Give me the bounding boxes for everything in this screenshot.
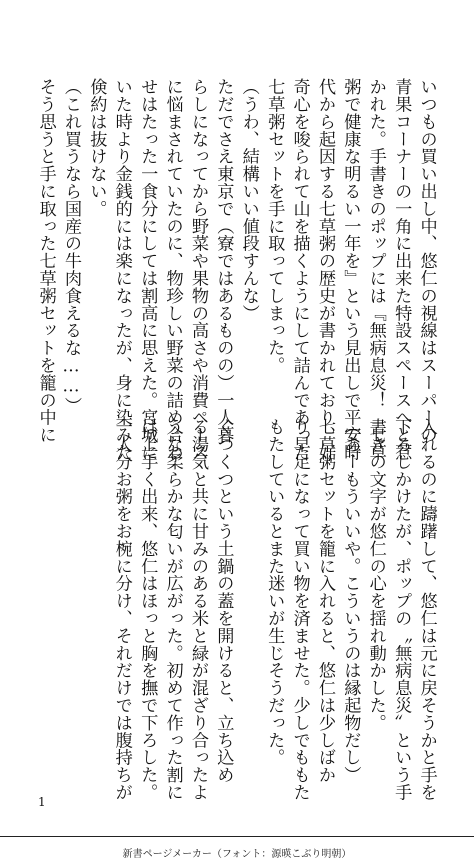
text-column: 七草粥セットを籠に入れると、悠仁は少しばか bbox=[314, 418, 335, 784]
text-column: 倹約は抜けない。 bbox=[86, 78, 107, 218]
text-column: り早足になって買い物を済ませた。少しでももた bbox=[289, 418, 310, 801]
text-column: 代から起因する七草粥の歴史が書かれており、好 bbox=[314, 78, 335, 461]
text-column: 一人分お粥をお椀に分け、それだけでは腹持ちが bbox=[111, 418, 132, 801]
text-column: そう思うと手に取った七草粥セットを籠の中に bbox=[35, 78, 56, 444]
page-number: 1 bbox=[38, 795, 46, 809]
text-column: （あーもういいや。こういうのは縁起物だし） bbox=[340, 418, 361, 784]
text-column: らしになってから野菜や果物の高さや消費ペース bbox=[187, 78, 208, 461]
footer-divider bbox=[0, 836, 474, 837]
text-column: 七草粥セットを手に取ってしまった。 bbox=[264, 78, 285, 374]
text-column: 青果コーナーの一角に出来た特設スペースへと惹 bbox=[391, 78, 412, 461]
text-column: は上手く出来、悠仁はほっと胸を撫で下ろした。 bbox=[137, 418, 158, 801]
footer-caption: 新書ページメーカー（フォント：源暎こぶり明朝） bbox=[122, 849, 352, 860]
text-column: くつくつという土鍋の蓋を開けると、立ち込め bbox=[213, 418, 234, 784]
text-column: いつもの買い出し中、悠仁の視線はスーパーの bbox=[416, 78, 437, 444]
text-column: いた時より金銭的には楽になったが、身に染みた bbox=[111, 78, 132, 461]
text-column: に悩まされていたのに、物珍しい野菜の詰め合わ bbox=[162, 78, 183, 461]
text-column: うな柔らかな匂いが広がった。初めて作った割に bbox=[162, 418, 183, 801]
text-column: 奇心を唆られて山を描くようにして詰んであった bbox=[289, 78, 310, 461]
text-column: かれた。手書きのポップには『無病息災！ 七草 bbox=[365, 78, 386, 461]
text-column: 下ろしかけたが、ポップの〝無病息災〟という手 bbox=[391, 418, 412, 801]
text-column: （うわ、結構いい値段すんな） bbox=[238, 78, 259, 322]
text-column: 書きの文字が悠仁の心を揺れ動かした。 bbox=[365, 418, 386, 732]
text-column: ただでさえ東京で（寮ではあるものの）一人暮 bbox=[213, 78, 234, 444]
text-column: （これ買うなら国産の牛肉食えるな……） bbox=[60, 78, 81, 415]
text-column: 粥で健康な明るい一年を』という見出しで平安時 bbox=[340, 78, 361, 461]
text-column: もたしているとまた迷いが生じそうだった。 bbox=[264, 418, 285, 766]
text-column: る湯気と共に甘みのある米と緑が混ざり合ったよ bbox=[187, 418, 208, 801]
text-column: せはたった一食分にしては割高に思えた。宮城に bbox=[137, 78, 158, 461]
text-column: 入れるのに躊躇して、悠仁は元に戻そうかと手を bbox=[416, 418, 437, 801]
